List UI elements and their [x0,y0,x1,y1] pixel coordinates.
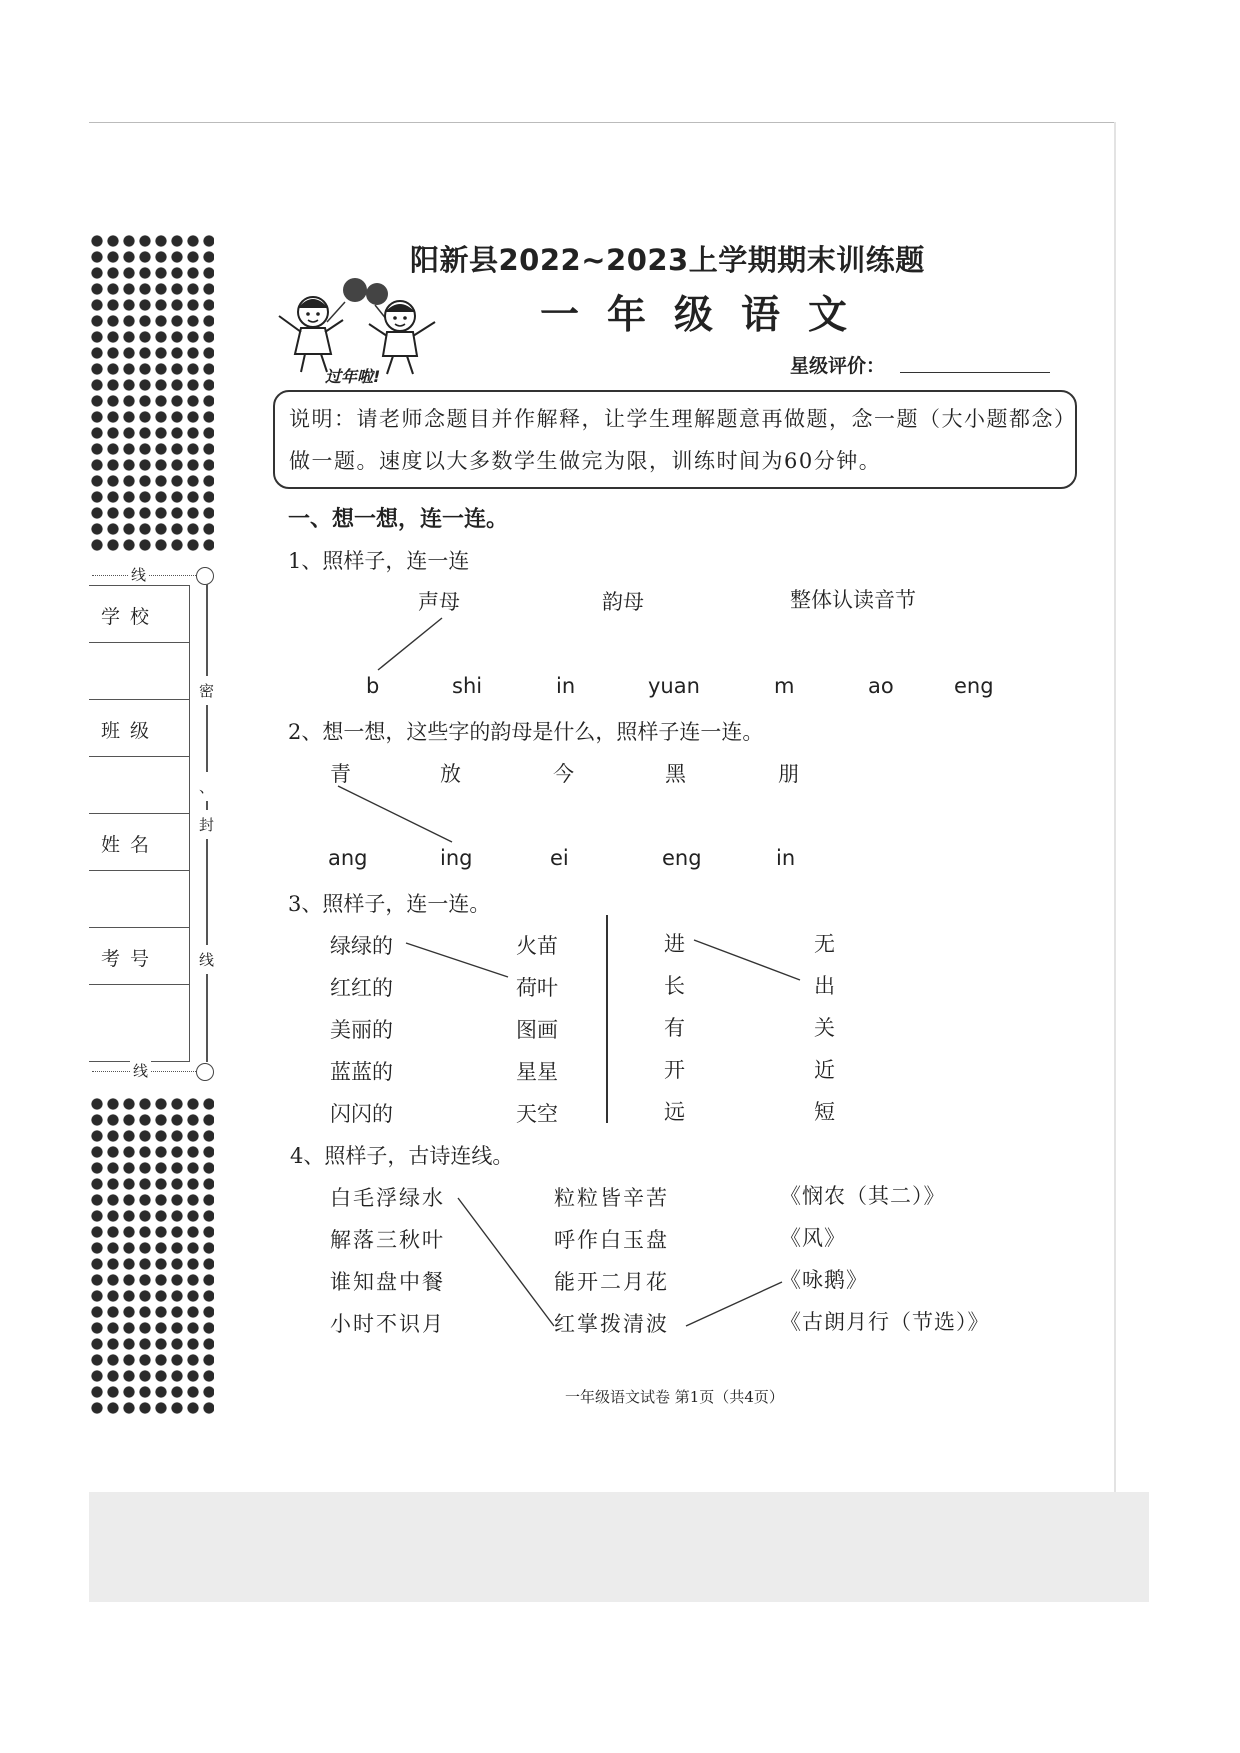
field-label-school: 学校 [101,606,160,628]
noun-item[interactable]: 火苗 [516,934,558,958]
exam-title: 阳新县2022~2023上学期期末训练题 [410,243,925,277]
final-ei[interactable]: ei [550,846,569,870]
poem-first-line[interactable]: 小时不识月 [330,1312,445,1336]
final-in[interactable]: in [776,846,796,870]
adjective-item[interactable]: 蓝蓝的 [330,1060,393,1084]
poem-second-line[interactable]: 红掌拨清波 [554,1312,669,1336]
poem-second-line[interactable]: 呼作白玉盘 [554,1228,669,1252]
category-whole-syllables[interactable]: 整体认读音节 [790,588,916,612]
field-label-exam-number: 考号 [101,948,160,970]
question-1-prompt: 1、照样子，连一连 [288,549,470,573]
antonym-item[interactable]: 无 [814,932,835,956]
final-eng[interactable]: eng [662,846,702,870]
category-initials[interactable]: 声母 [418,590,460,614]
poem-first-line[interactable]: 解落三秋叶 [330,1228,445,1252]
section-title: 一、想一想，连一连。 [288,506,509,532]
syllable-in[interactable]: in [556,674,576,698]
poem-title[interactable]: 《悯农（其二）》 [780,1184,946,1208]
exam-subject: 一年级语文 [540,292,876,338]
word-item[interactable]: 开 [664,1058,685,1082]
final-ang[interactable]: ang [328,846,368,870]
char-jin[interactable]: 今 [553,762,574,786]
sticker-caption: 过年啦! [325,367,381,386]
side-char-xian: 线 [199,945,214,974]
poem-first-line[interactable]: 白毛浮绿水 [330,1186,445,1210]
page-footer: 一年级语文试卷 第1页（共4页） [565,1388,784,1406]
word-item[interactable]: 进 [664,932,685,956]
poem-second-line[interactable]: 粒粒皆辛苦 [554,1186,669,1210]
syllable-yuan[interactable]: yuan [648,674,700,698]
noun-item[interactable]: 星星 [516,1060,558,1084]
example-line-q4-right [686,1282,782,1326]
char-qing[interactable]: 青 [330,762,351,786]
noun-item[interactable]: 图画 [516,1018,558,1042]
field-label-name: 姓名 [101,834,160,856]
poem-first-line[interactable]: 谁知盘中餐 [330,1270,445,1294]
question-4-prompt: 4、照样子，古诗连线。 [290,1144,514,1168]
adjective-item[interactable]: 美丽的 [330,1018,393,1042]
adjective-item[interactable]: 红红的 [330,976,393,1000]
binding-top-label: 线 [128,564,149,585]
antonym-item[interactable]: 短 [814,1100,835,1124]
char-fang[interactable]: 放 [440,762,461,786]
adjective-item[interactable]: 闪闪的 [330,1102,393,1126]
syllable-ao[interactable]: ao [868,674,894,698]
syllable-b[interactable]: b [366,674,380,698]
char-peng[interactable]: 朋 [778,762,799,786]
instruction-text: 说明：请老师念题目并作解释，让学生理解题意再做题，念一题（大小题都念）做一题。速度以大多数学生做完为限，训练时间为60分钟。 [289,407,1066,473]
antonym-item[interactable]: 出 [814,974,835,998]
char-hei[interactable]: 黑 [665,762,686,786]
example-line-q3-right [694,940,800,980]
field-label-class: 班级 [101,720,160,742]
syllable-shi[interactable]: shi [452,674,483,698]
example-line-q4-left [458,1198,554,1326]
poem-second-line[interactable]: 能开二月花 [554,1270,669,1294]
example-line-q2 [338,786,452,842]
antonym-item[interactable]: 近 [814,1058,835,1082]
example-line-q1 [378,618,442,670]
rating-label: 星级评价： [790,355,886,377]
binding-bottom-label: 线 [130,1060,151,1081]
noun-item[interactable]: 荷叶 [516,976,558,1000]
side-char-dot: 、 [199,772,214,801]
word-item[interactable]: 有 [664,1016,685,1040]
syllable-eng[interactable]: eng [954,674,994,698]
category-finals[interactable]: 韵母 [602,590,644,614]
adjective-item[interactable]: 绿绿的 [330,934,393,958]
poem-title[interactable]: 《古朗月行（节选）》 [780,1310,990,1334]
antonym-item[interactable]: 关 [814,1016,835,1040]
word-item[interactable]: 长 [664,974,685,998]
side-char-mi: 密 [199,676,214,705]
word-item[interactable]: 远 [664,1100,685,1124]
poem-title[interactable]: 《风》 [780,1226,846,1250]
noun-item[interactable]: 天空 [516,1102,558,1126]
poem-title[interactable]: 《咏鹅》 [780,1268,868,1292]
syllable-m[interactable]: m [774,674,795,698]
final-ing[interactable]: ing [440,846,473,870]
question-2-prompt: 2、想一想，这些字的韵母是什么，照样子连一连。 [288,720,764,744]
side-char-feng: 封 [199,810,214,839]
example-line-q3-left [406,943,508,977]
question-3-prompt: 3、照样子，连一连。 [288,892,491,916]
